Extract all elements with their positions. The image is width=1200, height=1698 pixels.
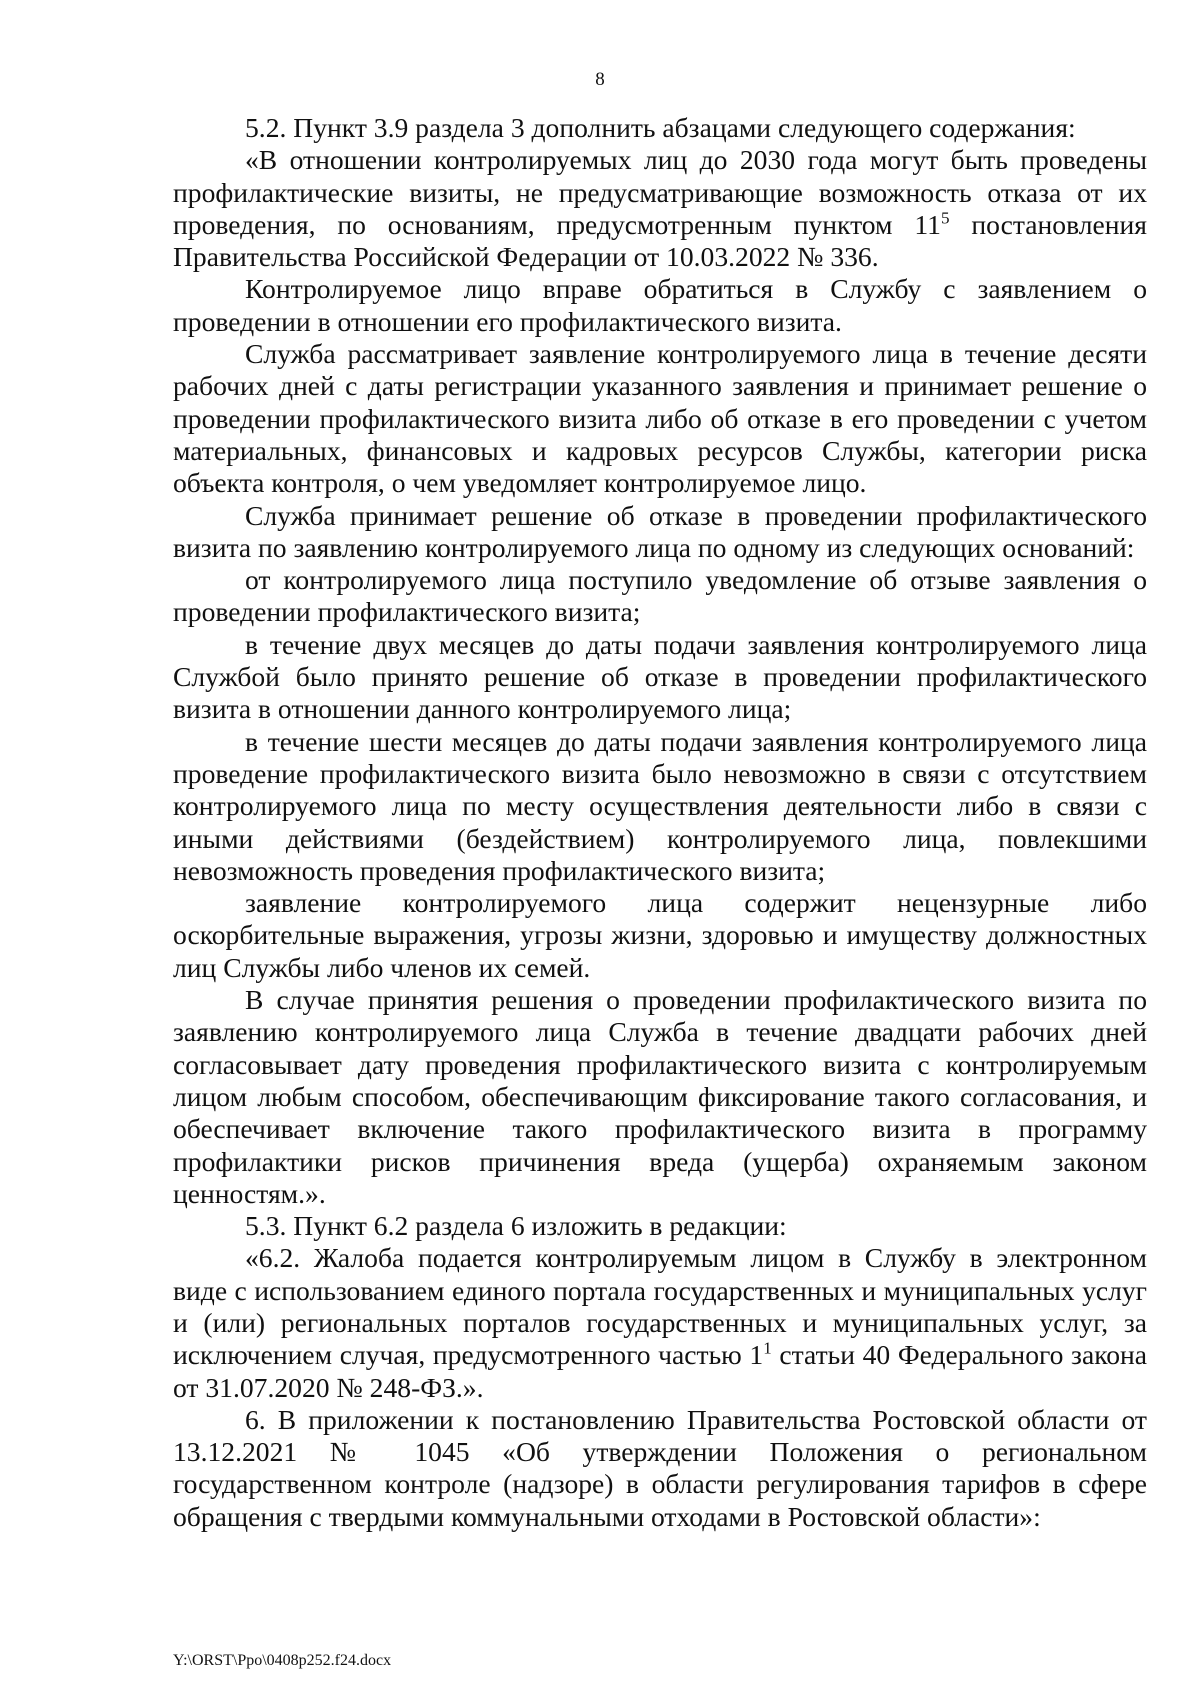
document-body [173, 112, 1147, 1533]
text-span: «6.2. Жалоба подается контролируемым лицом в Службу в электронном виде с использованием единого портала государственных и муниципальных услуг и (или) региональных порталов государственных и муниципальных услуг, за исключением случая, предусмотренного частью 1 [173, 1242, 1147, 1371]
superscript: 5 [940, 208, 950, 228]
paragraph-application-review: Служба рассматривает заявление контролируемого лица в течение десяти рабочих дней с даты регистрации указанного заявления и принимает решение о проведении профилактического визита либо об отказе в его проведении с учетом материальных, финансовых и кадровых ресурсов Службы, категории риска объекта контроля, о чем уведомляет контролируемое лицо. [173, 338, 1147, 499]
paragraph-refusal-grounds: Служба принимает решение об отказе в проведении профилактического визита по заявлению контролируемого лица по одному из следующих оснований: [173, 499, 1147, 563]
paragraph-ground-offensive: заявление контролируемого лица содержит нецензурные либо оскорбительные выражения, угрозы жизни, здоровью и имуществу должностных лиц Службы либо членов их семей. [173, 887, 1147, 983]
footer-file-path: Y:\ORST\Ppo\0408p252.f24.docx [173, 1652, 392, 1669]
paragraph-right-to-apply: Контролируемое лицо вправе обратиться в Службу с заявлением о проведении в отношении его профилактического визита. [173, 273, 1147, 337]
text-span: «В отношении контролируемых лиц до 2030 года могут быть проведены профилактические визиты, не предусматривающие возможность отказа от их проведения, по основаниям, предусмотренным пунктом 11 [173, 144, 1147, 240]
paragraph-5-3-heading: 5.3. Пункт 6.2 раздела 6 изложить в редакции: [245, 1210, 787, 1242]
text-span: статьи 40 Федерального закона от 31.07.2020 № 248-ФЗ.». [173, 1339, 1148, 1403]
paragraph-6-heading: 6. В приложении к постановлению Правительства Ростовской области от 13.12.2021 № 1045 «Об утверждении Положения о региональном государственном контроле (надзоре) в области регулирования тарифов в сфере обращения с твердыми коммунальными отходами в Ростовской области»: [173, 1403, 1147, 1532]
page-number: 8 [595, 69, 605, 90]
paragraph-ground-prior-refusal: в течение двух месяцев до даты подачи заявления контролируемого лица Службой было принято решение об отказе в проведении профилактического визита в отношении данного контролируемого лица; [173, 628, 1147, 725]
paragraph-visit-scheduling: В случае принятия решения о проведении профилактического визита по заявлению контролируемого лица Служба в течение двадцати рабочих дней согласовывает дату проведения профилактического визита с контролируемым лицом любым способом, обеспечивающим фиксирование такого согласования, и обеспечивает включение такого профилактического визита в программу профилактики рисков причинения вреда (ущерба) охраняемым законом ценностям.». [173, 984, 1147, 1209]
text-span: постановления Правительства Российской Федерации от 10.03.2022 № 336. [173, 208, 1147, 273]
paragraph-5-2-heading: 5.2. Пункт 3.9 раздела 3 дополнить абзацами следующего содержания: [245, 112, 1076, 143]
paragraph-ground-impossibility: в течение шести месяцев до даты подачи заявления контролируемого лица проведение профилактического визита было невозможно в связи с отсутствием контролируемого лица по месту осуществления деятельности либо в связи с иными действиями (бездействием) контролируемого лица, повлекшими невозможность проведения профилактического визита; [173, 725, 1147, 886]
paragraph-ground-withdrawal: от контролируемого лица поступило уведомление об отзыве заявления о проведении профилактического визита; [173, 564, 1147, 628]
paragraph-preventive-visits [173, 144, 1147, 273]
superscript: 1 [763, 1338, 772, 1358]
paragraph-complaint [173, 1242, 1147, 1403]
